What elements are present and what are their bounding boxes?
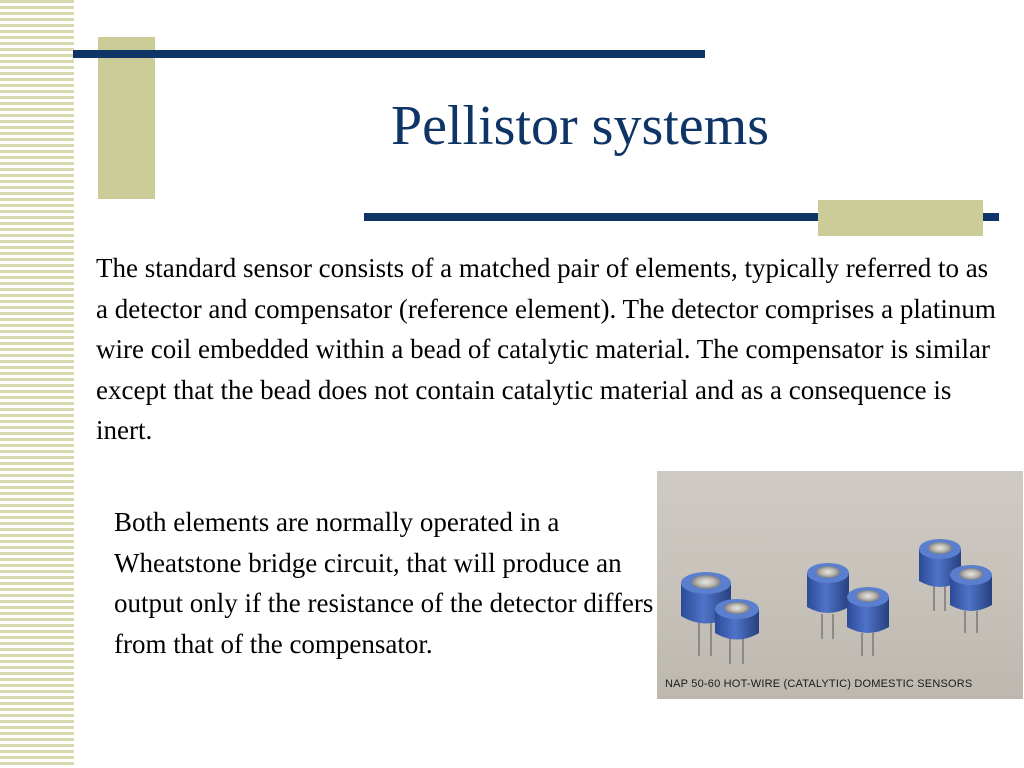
- sensors-photo: [657, 471, 1023, 699]
- sensor-4: [847, 587, 889, 656]
- decorative-tan-block-bottom: [818, 200, 983, 236]
- body-paragraph-1: The standard sensor consists of a matched pair of elements, typically referred to as a detector and compensator (reference element). The detector comprises a platinum wire coil embedded within a bead of catalytic material. The compensator is similar except that the bead does not contain catalytic material and as a consequence is inert.: [96, 253, 996, 445]
- sensor-2: [715, 599, 759, 664]
- decorative-tan-block-top: [98, 37, 155, 199]
- sensor-3: [807, 563, 849, 639]
- photo-caption: NAP 50-60 HOT-WIRE (CATALYTIC) DOMESTIC SENSORS: [665, 678, 973, 690]
- sensor-6: [950, 565, 992, 633]
- slide-title: Pellistor systems: [390, 95, 770, 157]
- sensors-illustration: [657, 471, 1023, 699]
- body-paragraph-2: Both elements are normally operated in a Wheatstone bridge circuit, that will produce an output only if the resistance of the detector differs from that of the compensator.: [114, 507, 654, 659]
- decorative-rule-top: [73, 50, 705, 58]
- decorative-stripe-band: [0, 0, 74, 768]
